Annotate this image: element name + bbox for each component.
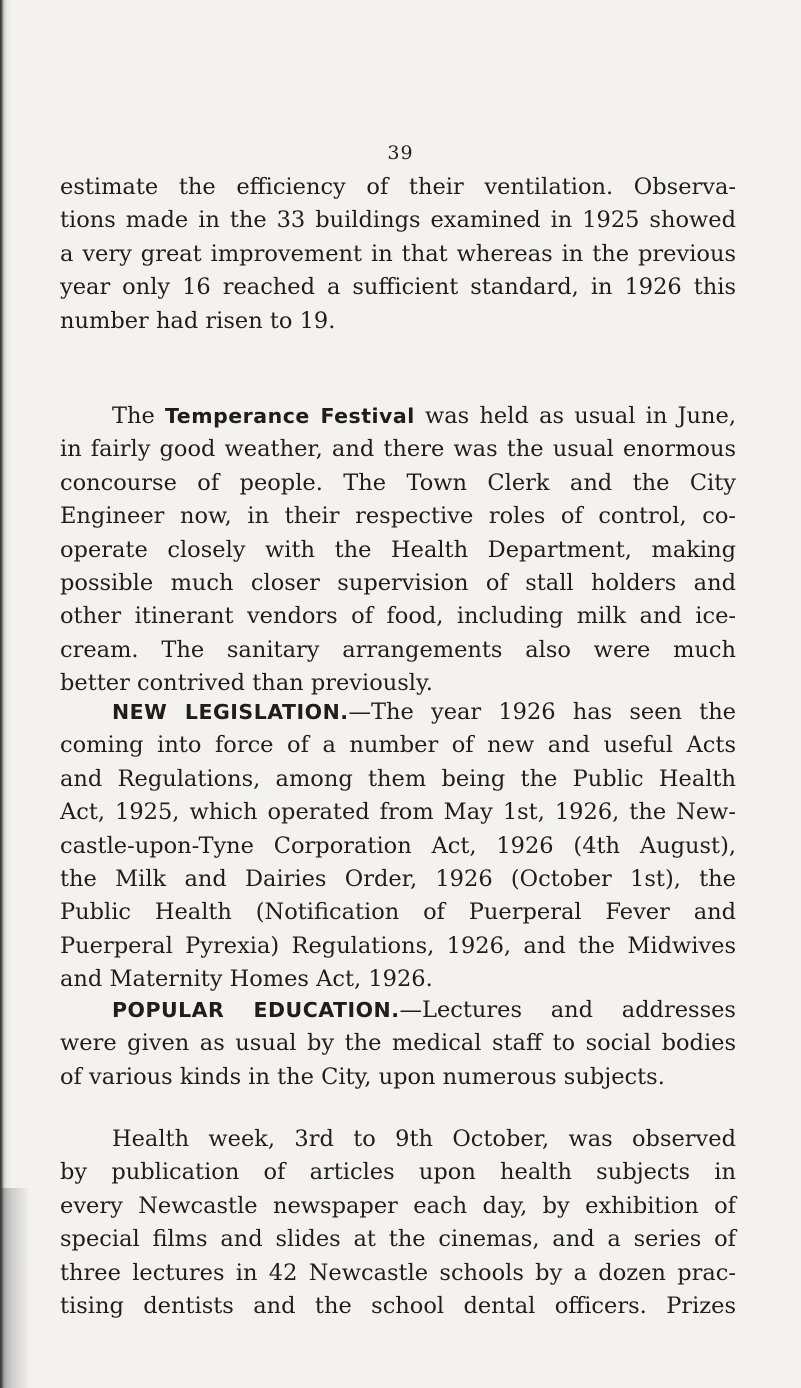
text-line: estimate the efficiency of their ventilation. Observa- — [60, 174, 736, 200]
paragraph-ventilation — [60, 171, 736, 338]
paragraph-new-legislation — [60, 696, 736, 997]
text-line: and Regulations, among them being the Public Health — [60, 765, 736, 792]
text-line: every Newcastle newspaper each day, by exhibition of — [60, 1192, 736, 1219]
text-line: Public Health (Notification of Puerperal Fever and — [60, 899, 736, 926]
text-fragment: The — [112, 403, 166, 429]
text-line: of various kinds in the City, upon numerous subjects. — [60, 1063, 665, 1090]
text-fragment: —The year 1926 has seen the — [348, 699, 737, 725]
text-fragment: —Lectures and addresses — [399, 997, 736, 1023]
text-line — [60, 400, 736, 433]
text-line — [60, 696, 736, 729]
text-line: Engineer now, in their respective roles of control, co- — [60, 503, 736, 530]
text-line: possible much closer supervision of stall holders and — [60, 570, 736, 597]
text-line: Health week, 3rd to 9th October, was observed — [112, 1126, 736, 1152]
text-line — [60, 994, 736, 1027]
text-line: were given as usual by the medical staff to social bodies — [60, 1030, 736, 1057]
paragraph-health-week — [60, 1123, 736, 1323]
text-line: special films and slides at the cinemas, and a series of — [60, 1226, 736, 1253]
text-line: Puerperal Pyrexia) Regulations, 1926, and the Midwives — [60, 932, 736, 959]
text-line: cream. The sanitary arrangements also were much — [60, 636, 736, 663]
text-fragment: was held as usual in June, — [414, 403, 736, 429]
text-line: the Milk and Dairies Order, 1926 (October 1st), the — [60, 866, 736, 893]
text-line: by publication of articles upon health subjects in — [60, 1159, 736, 1186]
popular-education-heading: POPULAR EDUCATION. — [112, 998, 400, 1022]
text-line: a very great improvement in that whereas in the previous — [60, 240, 736, 267]
text-line: concourse of people. The Town Clerk and the City — [60, 469, 736, 496]
new-legislation-heading: NEW LEGISLATION. — [112, 700, 349, 724]
text-line: castle-upon-Tyne Corporation Act, 1926 (4th August), — [60, 832, 736, 859]
text-line: in fairly good weather, and there was the usual enormous — [60, 436, 736, 463]
text-line: number had risen to 19. — [60, 307, 336, 334]
text-line: tising dentists and the school dental officers. Prizes — [60, 1293, 736, 1320]
page-binding-edge — [0, 0, 12, 1388]
text-line: and Maternity Homes Act, 1926. — [60, 966, 433, 993]
text-line: year only 16 reached a sufficient standard, in 1926 this — [60, 274, 736, 301]
text-line: coming into force of a number of new and useful Acts — [60, 732, 736, 759]
text-line: tions made in the 33 buildings examined in 1925 showed — [60, 207, 736, 234]
temperance-festival-heading: Temperance Festival — [165, 404, 415, 428]
text-line: other itinerant vendors of food, including milk and ice- — [60, 603, 736, 630]
text-line: three lectures in 42 Newcastle schools by a dozen prac- — [60, 1259, 736, 1286]
paragraph-popular-education — [60, 994, 736, 1094]
paragraph-temperance-festival — [60, 400, 736, 701]
text-line: operate closely with the Health Department, making — [60, 536, 736, 563]
text-line: Act, 1925, which operated from May 1st, 1926, the New- — [60, 799, 736, 826]
text-line: better contrived than previously. — [60, 670, 433, 697]
page-number: 39 — [387, 142, 414, 164]
